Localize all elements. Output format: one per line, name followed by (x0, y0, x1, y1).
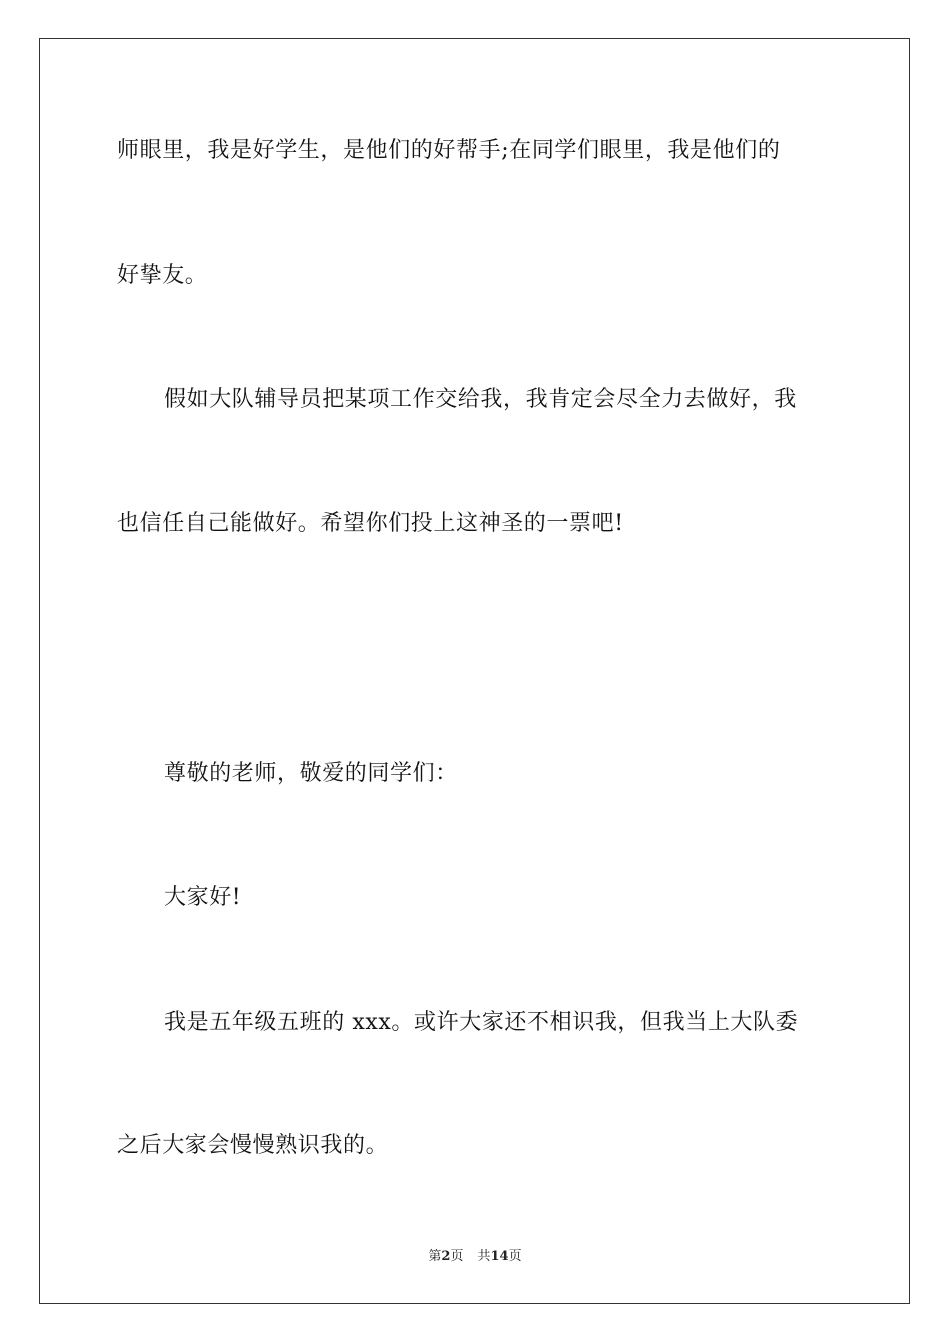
salutation-line: 尊敬的老师，敬爱的同学们： (164, 761, 458, 786)
page-prefix: 第 (428, 1249, 442, 1264)
paragraph-line-1: 师眼里，我是好学生，是他们的好帮手;在同学们眼里，我是他们的 (117, 138, 781, 163)
total-pages: 14 (490, 1249, 509, 1264)
paragraph-line-7: 我是五年级五班的 xxx。或许大家还不相识我，但我当上大队委 (164, 1010, 799, 1035)
page-suffix: 页 (450, 1249, 464, 1264)
greeting-line: 大家好! (164, 885, 242, 910)
total-prefix: 共 (477, 1249, 491, 1264)
total-suffix: 页 (508, 1249, 522, 1264)
paragraph-line-3: 假如大队辅导员把某项工作交给我，我肯定会尽全力去做好，我 (164, 387, 797, 412)
page-number: 2 (441, 1249, 451, 1264)
page-footer (0, 1248, 950, 1266)
page-border (39, 38, 910, 1304)
paragraph-line-4: 也信任自己能做好。希望你们投上这神圣的一票吧! (117, 511, 624, 536)
paragraph-line-8: 之后大家会慢慢熟识我的。 (117, 1133, 389, 1158)
paragraph-line-2: 好挚友。 (117, 263, 208, 288)
